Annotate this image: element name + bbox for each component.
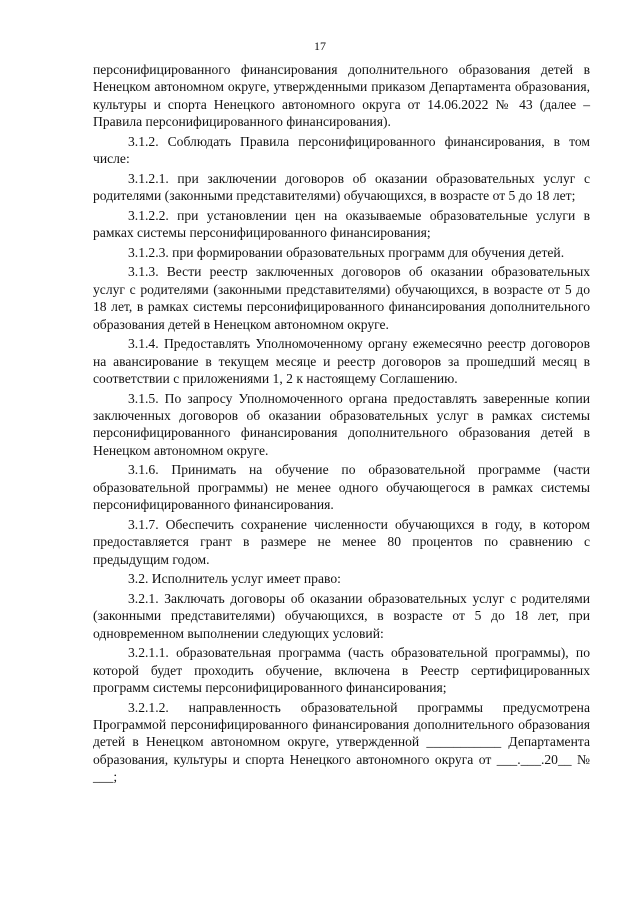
paragraph-3-1-6: 3.1.6. Принимать на обучение по образовательной программе (части образовательной программы) не менее одного обучающегося в рамках системы персонифицированного финансирования. (93, 462, 590, 513)
paragraph-3-2-1-2: 3.2.1.2. направленность образовательной программы предусмотрена Программой персонифицированного финансирования дополнительного образования детей в Ненецком автономном округе, утвержденной ___________ Департамента образования, культуры и спорта Ненецкого автономного округа от ___.___.20__ № ___; (93, 699, 590, 785)
paragraph-3-1-2: 3.1.2. Соблюдать Правила персонифицированного финансирования, в том числе: (93, 133, 590, 167)
paragraph-3-2-1-1: 3.2.1.1. образовательная программа (часть образовательной программы), по которой будет проходить обучение, включена в Реестр сертифицированных программ системы персонифицированного финансирования; (93, 645, 590, 696)
paragraph-3-1-4: 3.1.4. Предоставлять Уполномоченному органу ежемесячно реестр договоров на авансирование в текущем месяце и реестр договоров за прошедший месяц в соответствии с приложениями 1, 2 к настоящему Соглашению. (93, 336, 590, 387)
paragraph-3-1-3: 3.1.3. Вести реестр заключенных договоров об оказании образовательных услуг с родителями (законными представителями) обучающихся, в возрасте от 5 до 18 лет, в рамках системы персонифицированного финансирования дополнительного образования детей в Ненецком автономном округе. (93, 264, 590, 332)
page-number: 17 (314, 39, 326, 53)
paragraph-3-2-1: 3.2.1. Заключать договоры об оказании образовательных услуг с родителями (законными представителями) обучающихся, в возрасте от 5 до 18 лет, при одновременном выполнении следующих условий: (93, 590, 590, 641)
paragraph-3-1-2-2: 3.1.2.2. при установлении цен на оказываемые образовательные услуги в рамках системы персонифицированного финансирования; (93, 207, 590, 241)
paragraph-3-2: 3.2. Исполнитель услуг имеет право: (128, 571, 341, 587)
paragraph-3-1-5: 3.1.5. По запросу Уполномоченного органа предоставлять заверенные копии заключенных договоров об оказании образовательных услуг в рамках системы персонифицированного финансирования дополнительного образования детей в Ненецком автономном округе. (93, 390, 590, 458)
paragraph-continuation: персонифицированного финансирования дополнительного образования детей в Ненецком автономном округе, утвержденными приказом Департамента образования, культуры и спорта Ненецкого автономного округа от 14.06.2022 № 43 (далее – Правила персонифицированного финансирования). (93, 62, 590, 130)
paragraph-3-1-2-3: 3.1.2.3. при формировании образовательных программ для обучения детей. (128, 244, 565, 260)
document-body (93, 61, 590, 788)
paragraph-3-1-2-1: 3.1.2.1. при заключении договоров об оказании образовательных услуг с родителями (законными представителями) обучающихся, в возрасте от 5 до 18 лет; (93, 170, 590, 204)
paragraph-3-1-7: 3.1.7. Обеспечить сохранение численности обучающихся в году, в котором предоставляется грант в размере не менее 80 процентов по сравнению с предыдущим годом. (93, 516, 590, 567)
